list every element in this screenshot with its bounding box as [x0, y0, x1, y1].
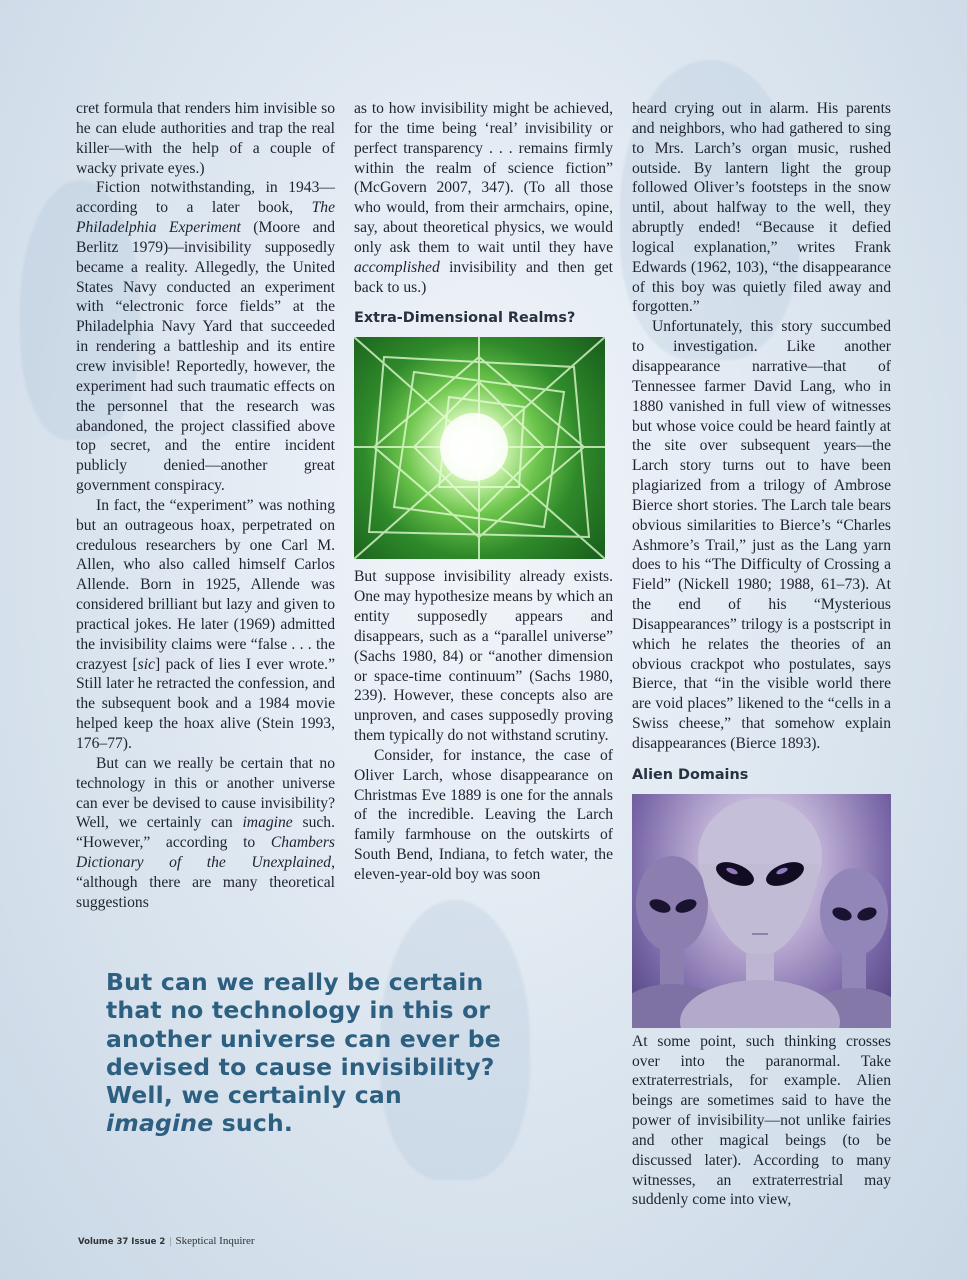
book-title: Chambers Dictionary of the Unexplained	[76, 834, 335, 872]
paragraph: In fact, the “experiment” was nothing but an outrageous hoax, perpetrated on credulous researchers by one Carl M. Allen, who also called himself Carlos Allende. Born in 1925, Allende was considered brilliant but lazy and given to practical jokes. He later (1969) admitted the invisibility claims were “false . . . the crazyest [sic] pack of lies I ever wrote.” Still later he retracted the confession, and the subsequent book and a 1984 movie helped keep the hoax alive (Stein 1993, 176–77).	[76, 496, 336, 752]
paragraph: Fiction notwithstanding, in 1943—according to a later book, The Philadelphia Experiment (Moore and Berlitz 1979)—invisibility supposedly became a reality. Allegedly, the United States Navy conducted an experiment with “electronic force fields” at the Philadelphia Navy Yard that succeeded in rendering a battleship and its entire crew invisible! Reportedly, however, the experiment had such traumatic effects on the personnel that the research was abandoned, the project classified above top secret, and the entire incident publicly denied—another great government conspiracy.	[76, 179, 336, 495]
article-column-3	[632, 99, 891, 1210]
paragraph: as to how invisibility might be achieved, for the time being ‘real’ invisibility or perfect transparency . . . remains firmly within the realm of science fiction” (McGovern 2007, 347). (To all those who would, from their armchairs, opine, say, about theoretical physics, we would only ask them to wait until they have accomplished invisibility and then get back to us.)	[354, 100, 613, 296]
book-title: The Philadelphia Experiment	[76, 199, 335, 237]
article-column-1	[76, 99, 335, 913]
section-heading: Alien Domains	[632, 766, 749, 783]
magazine-name: Skeptical Inquirer	[175, 1235, 255, 1247]
paragraph: cret formula that renders him invisible so he can elude authorities and trap the real killer—with the help of a couple of wacky private eyes.)	[76, 100, 335, 177]
paragraph: Consider, for instance, the case of Oliver Larch, whose disappearance on Christmas Eve 1889 is one for the annals of the incredible. Leaving the Larch family farmhouse on the outskirts of South Bend, Indiana, to fetch water, the eleven-year-old boy was soon	[354, 746, 613, 883]
paragraph: At some point, such thinking crosses over into the paranormal. Take extraterrestrials, for example. Alien beings are sometimes said to have the power of invisibility—not unlike fairies and other magical beings (to be discussed later). According to many witnesses, an extraterrestrial may suddenly come into view,	[632, 1032, 891, 1209]
page-footer	[78, 1235, 255, 1247]
paragraph: Unfortunately, this story succumbed to investigation. Like another disappearance narrative—that of Tennessee farmer David Lang, who in 1880 vanished in full view of witnesses but whose voice could be heard faintly at the site over subsequent years—the Larch story turns out to have been plagiarized from a trilogy of Ambrose Bierce short stories. The Larch tale bears obvious similarities to Bierce’s “Charles Ashmore’s Trail,” just as the Lang yarn does to his “The Difficulty of Crossing a Field” (Nickell 1980; 1988, 61–73). At the end of his “Mysterious Disappearances” trilogy is a postscript in which he relates the theories of an obvious crackpot who postulates, says Bierce, that “in the visible world there are void places” likened to the “cells in a Swiss cheese,” that somehow explain disappearances (Bierce 1893).	[632, 318, 891, 752]
section-heading: Extra-Dimensional Realms?	[354, 310, 576, 327]
aliens-image	[632, 794, 891, 1028]
paragraph: heard crying out in alarm. His parents and neighbors, who had gathered to sing to Mrs. Larch’s organ music, rushed outside. By lantern light the group followed Oliver’s footsteps in the snow until, about halfway to the well, they abruptly ended! “Because it defied logical explanation,” writes Frank Edwards (1962, 103), “the disappearance of this boy was quietly filed away and forgotten.”	[632, 100, 891, 316]
footer-separator: |	[169, 1235, 172, 1247]
pull-quote: But can we really be certain that no technology in this or another universe can ever be devised to cause invisibility? Well, we certainly can imagine such.	[106, 968, 501, 1138]
paragraph: But suppose invisibility already exists. One may hypothesize means by which an entity supposedly appears and disappears, such as a “parallel universe” (Sachs 1980, 84) or “another dimension or space-time continuum” (Sachs 1980, 239). However, these concepts also are unproven, and cases supposedly proving them typically do not withstand scrutiny.	[354, 568, 613, 745]
article-column-2	[354, 99, 613, 885]
paragraph: But can we really be certain that no technology in this or another universe can ever be devised to cause invisibility? Well, we certainly can imagine such. “However,” according to Chambers Dictionary of the Unexplained, “although there are many theoretical suggestions	[76, 754, 335, 911]
green-light-image	[354, 337, 605, 559]
issue-label: Volume 37 Issue 2	[78, 1237, 166, 1247]
